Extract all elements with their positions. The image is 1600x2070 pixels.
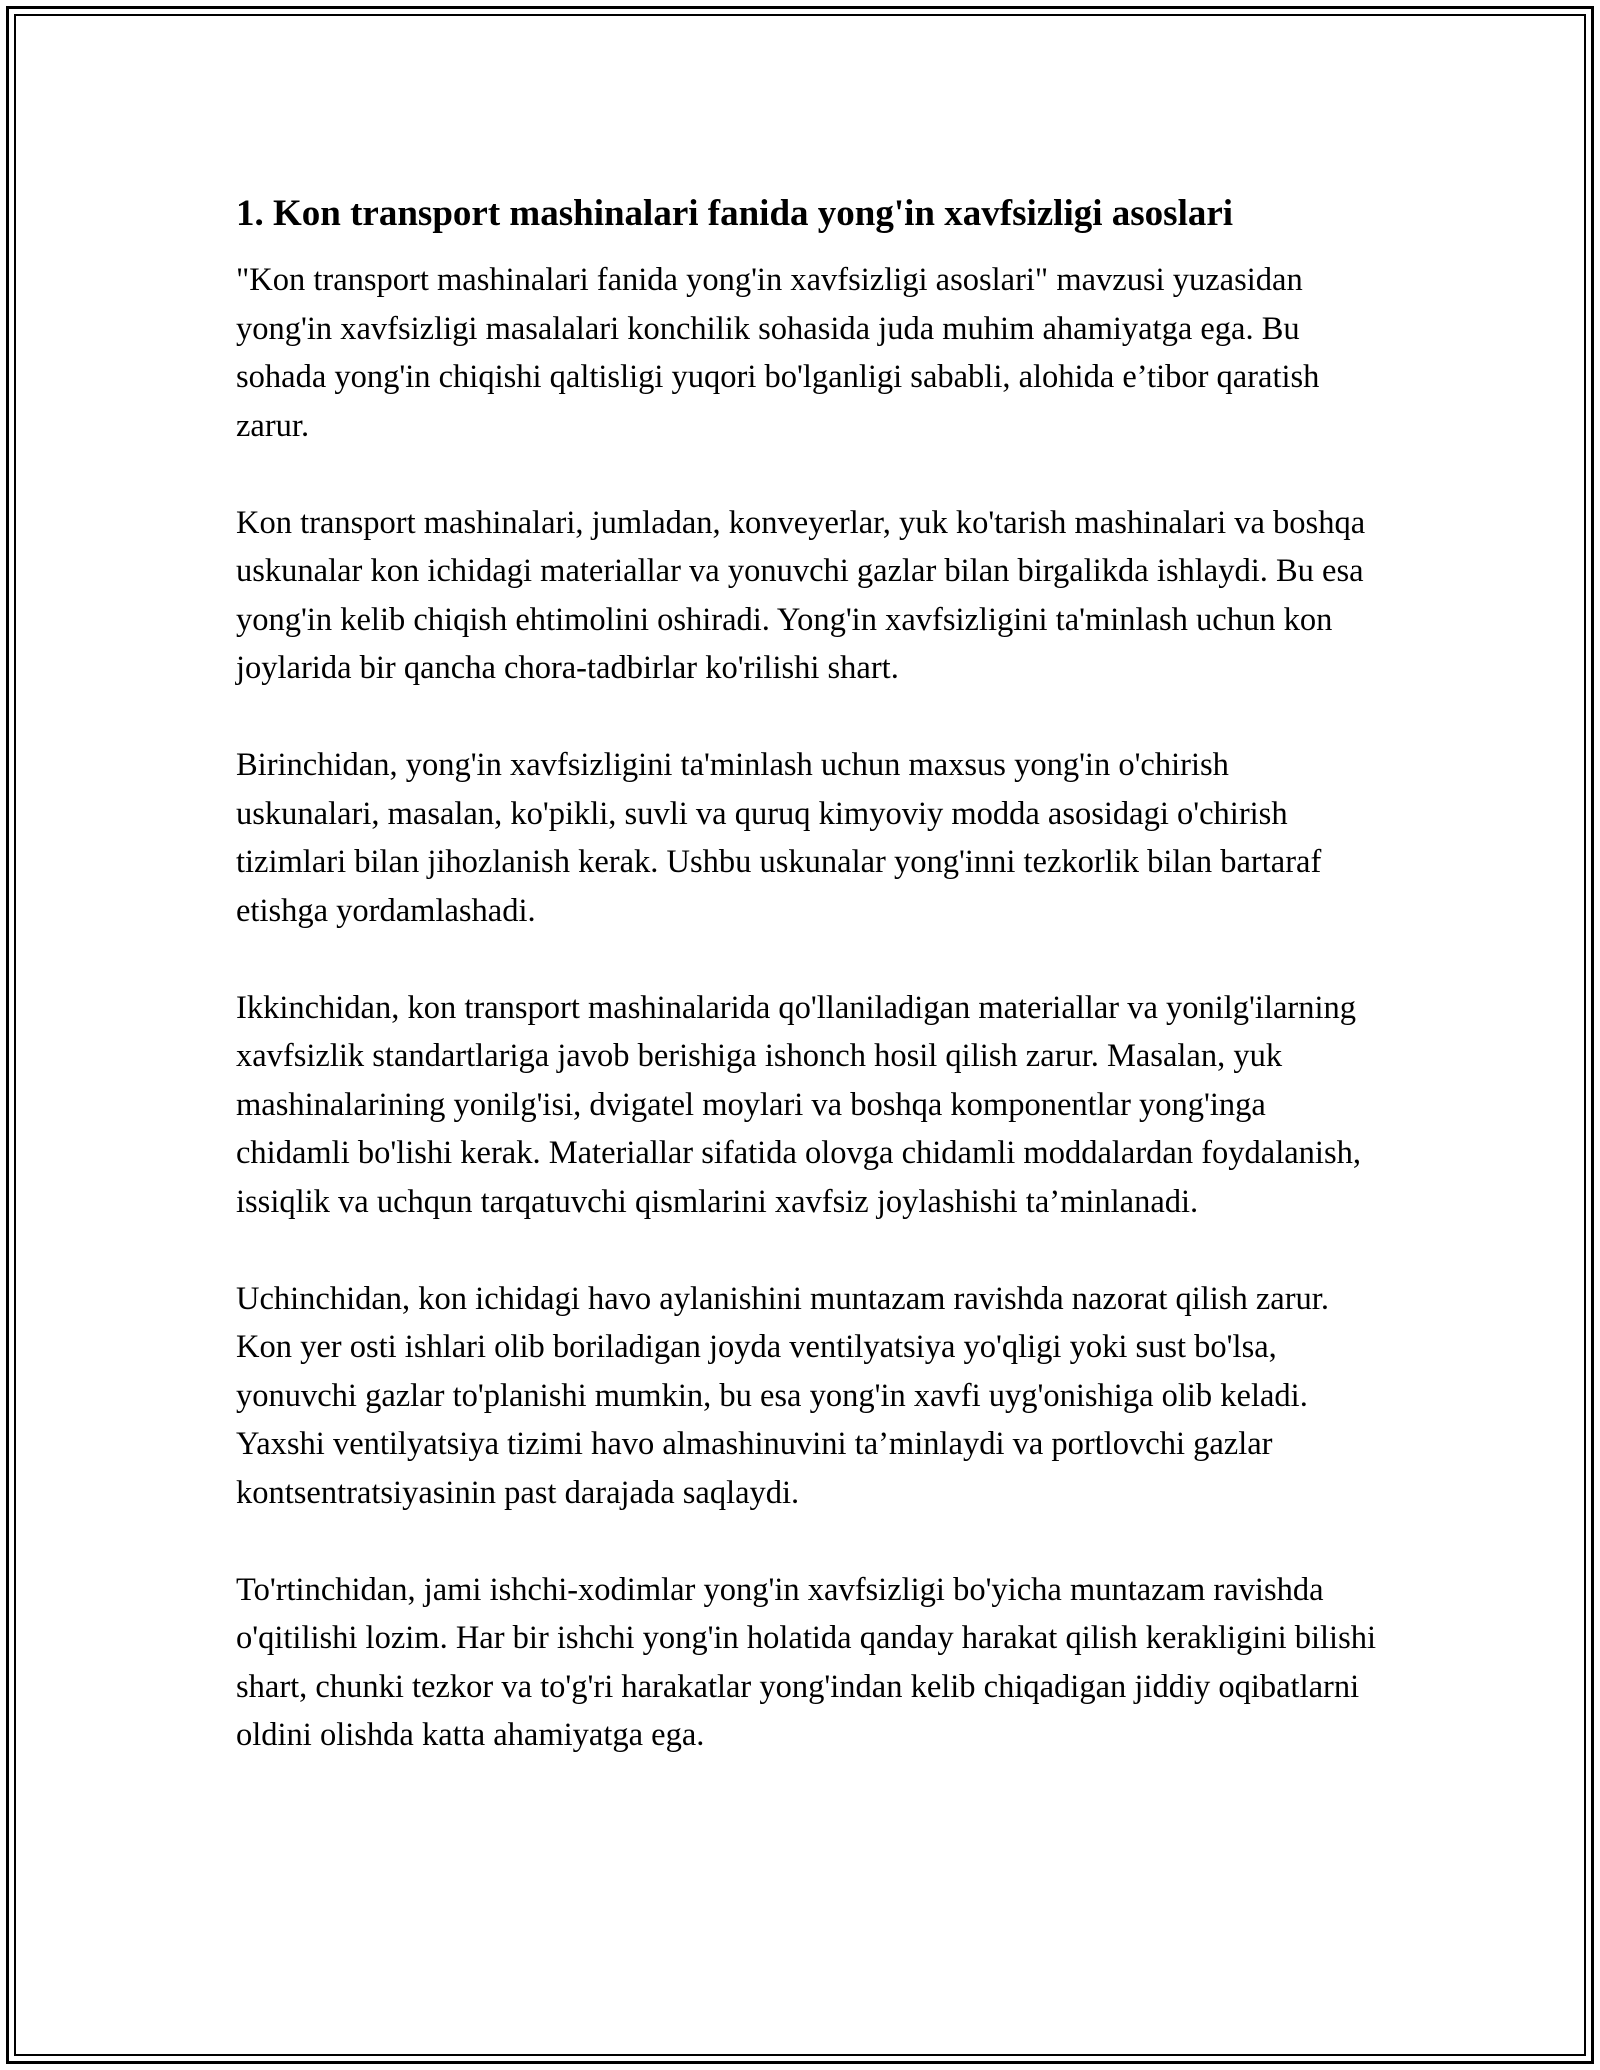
paragraph-first-measure: Birinchidan, yong'in xavfsizligini ta'minlash uchun maxsus yong'in o'chirish uskunalari, masalan, ko'pikli, suvli va quruq kimyoviy modda asosidagi o'chirish tizimlari bilan jihozlanish kerak. Ushbu uskunalar yong'inni tezkorlik bilan bartaraf etishga yordamlashadi. (236, 747, 1322, 929)
document-body (236, 186, 1376, 1760)
section-title: 1. Kon transport mashinalari fanida yong'in xavfsizligi asoslari (236, 193, 1234, 234)
paragraph-fourth-measure: To'rtinchidan, jami ishchi-xodimlar yong'in xavfsizligi bo'yicha muntazam ravishda o'qitilishi lozim. Har bir ishchi yong'in holatida qanday harakat qilish kerakligini bilishi shart, chunki tezkor va to'g'ri harakatlar yong'indan kelib chiqadigan jiddiy oqibatlarni oldini olishda katta ahamiyatga ega. (236, 1571, 1376, 1753)
paragraph-second-measure: Ikkinchidan, kon transport mashinalarida qo'llaniladigan materiallar va yonilg'ilarning xavfsizlik standartlariga javob berishiga ishonch hosil qilish zarur. Masalan, yuk mashinalarining yonilg'isi, dvigatel moylari va boshqa komponentlar yong'inga chidamli bo'lishi kerak. Materiallar sifatida olovga chidamli moddalardan foydalanish, issiqlik va uchqun tarqatuvchi qismlarini xavfsiz joylashishi ta’minlanadi. (236, 989, 1361, 1220)
paragraph-transport-machines: Kon transport mashinalari, jumladan, konveyerlar, yuk ko'tarish mashinalari va boshqa uskunalar kon ichidagi materiallar va yonuvchi gazlar bilan birgalikda ishlaydi. Bu esa yong'in kelib chiqish ehtimolini oshiradi. Yong'in xavfsizligini ta'minlash uchun kon joylarida bir qancha chora-tadbirlar ko'rilishi shart. (236, 504, 1366, 686)
paragraph-intro: "Kon transport mashinalari fanida yong'in xavfsizligi asoslari" mavzusi yuzasidan yong'in xavfsizligi masalalari konchilik sohasida juda muhim ahamiyatga ega. Bu sohada yong'in chiqishi qaltisligi yuqori bo'lganligi sababli, alohida e’tibor qaratish zarur. (236, 262, 1320, 444)
paragraph-third-measure: Uchinchidan, kon ichidagi havo aylanishini muntazam ravishda nazorat qilish zarur. Kon yer osti ishlari olib boriladigan joyda ventilyatsiya yo'qligi yoki sust bo'lsa, yonuvchi gazlar to'planishi mumkin, bu esa yong'in xavfi uyg'onishiga olib keladi. Yaxshi ventilyatsiya tizimi havo almashinuvini ta’minlaydi va portlovchi gazlar kontsentratsiyasinin past darajada saqlaydi. (236, 1280, 1329, 1511)
